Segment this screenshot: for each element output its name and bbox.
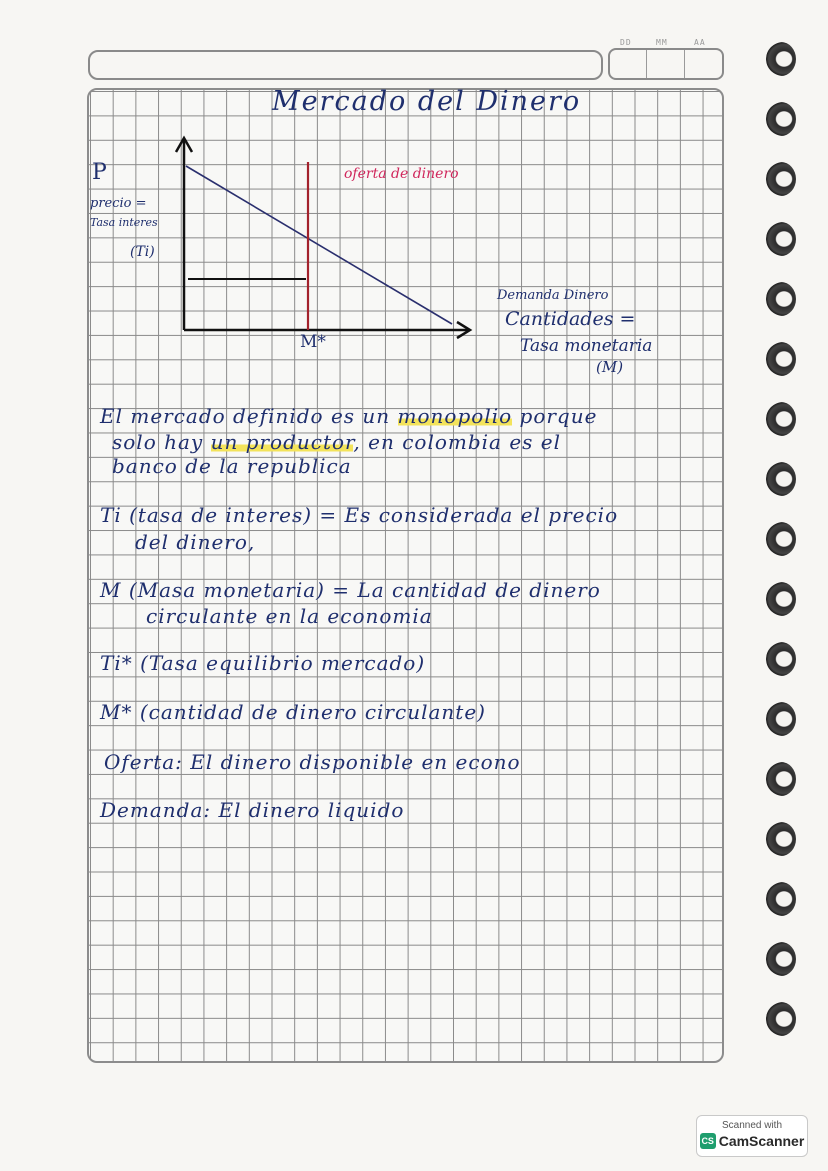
- note-line-6: M (Masa monetaria) = La cantidad de dinero: [100, 578, 601, 602]
- note-line-1: El mercado definido es un monopolio porque: [100, 404, 598, 428]
- note-line-11: Demanda: El dinero liquido: [100, 798, 405, 822]
- note-line-4: Ti (tasa de interes) = Es considerada el precio: [100, 503, 619, 527]
- date-label-aa: AA: [694, 38, 706, 47]
- x-axis-marker: M*: [300, 332, 326, 352]
- demand-label: Demanda Dinero: [497, 288, 609, 303]
- watermark-brand: CamScanner: [718, 1133, 805, 1149]
- x-axis-label-1: Cantidades =: [505, 308, 636, 330]
- date-label-mm: MM: [656, 38, 668, 47]
- date-label-dd: DD: [620, 38, 632, 47]
- page-title: Mercado del Dinero: [272, 86, 582, 117]
- note-line-5: del dinero,: [135, 530, 256, 554]
- spiral-binding: [760, 30, 810, 1060]
- x-axis-label-2: Tasa monetaria: [520, 336, 653, 356]
- note-line-10: Oferta: El dinero disponible en econo: [104, 750, 521, 774]
- note-line-9: M* (cantidad de dinero circulante): [100, 700, 486, 724]
- y-axis-label-1: precio =: [90, 196, 147, 211]
- y-axis-label-2: Tasa interes: [90, 216, 158, 229]
- note-line-3: banco de la republica: [112, 454, 352, 478]
- watermark-caption: Scanned with: [721, 1120, 783, 1131]
- x-axis-label-3: (M): [596, 358, 624, 376]
- camscanner-watermark: [696, 1115, 808, 1157]
- camscanner-logo-icon: CS: [700, 1133, 716, 1149]
- y-axis-top-label: P: [92, 160, 107, 185]
- y-axis-label-3: (Ti): [130, 244, 155, 260]
- note-line-7: circulante en la economia: [146, 604, 433, 628]
- demand-line: [186, 166, 452, 324]
- supply-label: oferta de dinero: [344, 166, 459, 182]
- note-line-2: solo hay un productor, en colombia es el: [112, 430, 562, 454]
- note-line-8: Ti* (Tasa equilibrio mercado): [100, 651, 426, 675]
